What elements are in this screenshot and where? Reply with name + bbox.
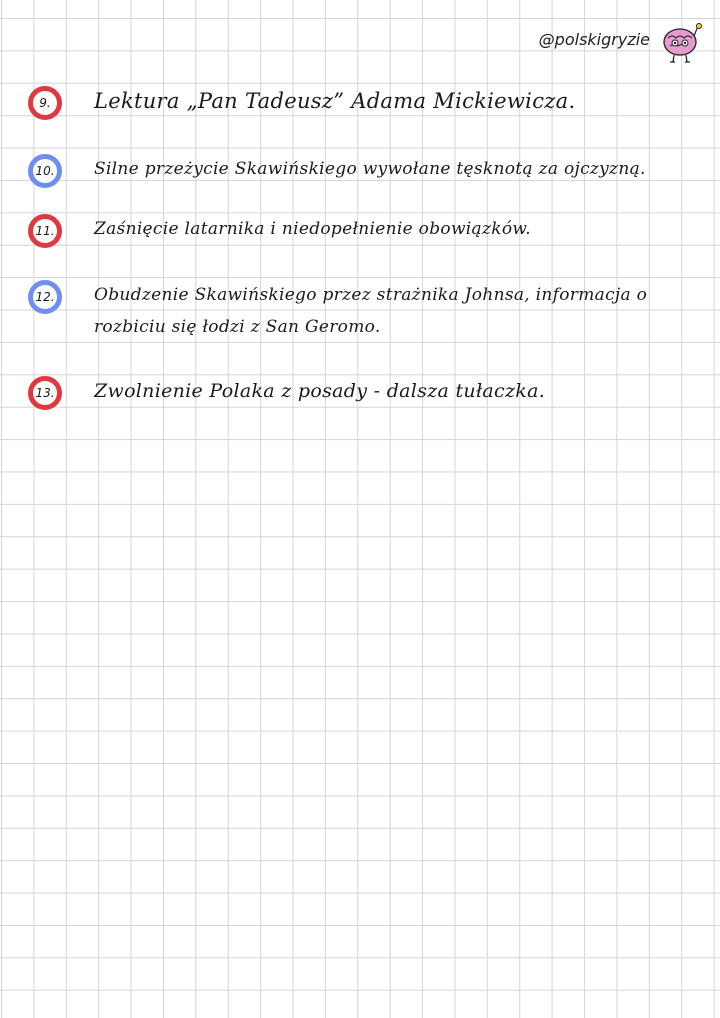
number-badge: 10.	[28, 154, 62, 188]
brain-mascot-icon	[658, 22, 708, 66]
item-text: Lektura „Pan Tadeusz” Adama Mickiewicza.	[94, 89, 576, 113]
number-badge: 11.	[28, 214, 62, 248]
number-badge: 13.	[28, 376, 62, 410]
item-text: Silne przeżycie Skawińskiego wywołane tęsknotą za ojczyzną.	[94, 159, 646, 179]
author-handle: @polskigryzie	[538, 30, 650, 49]
item-text: Zwolnienie Polaka z posady - dalsza tułaczka.	[94, 380, 546, 402]
list-item	[28, 154, 694, 188]
list-item	[28, 214, 694, 248]
list-item	[28, 86, 694, 120]
number-badge: 12.	[28, 280, 62, 314]
item-text: Zaśnięcie latarnika i niedopełnienie obowiązków.	[94, 219, 531, 239]
list-item	[28, 280, 694, 343]
list-item	[28, 376, 694, 410]
number-badge: 9.	[28, 86, 62, 120]
item-text: Obudzenie Skawińskiego przez strażnika Johnsa, informacja o rozbiciu się łodzi z San Geromo.	[94, 285, 648, 337]
